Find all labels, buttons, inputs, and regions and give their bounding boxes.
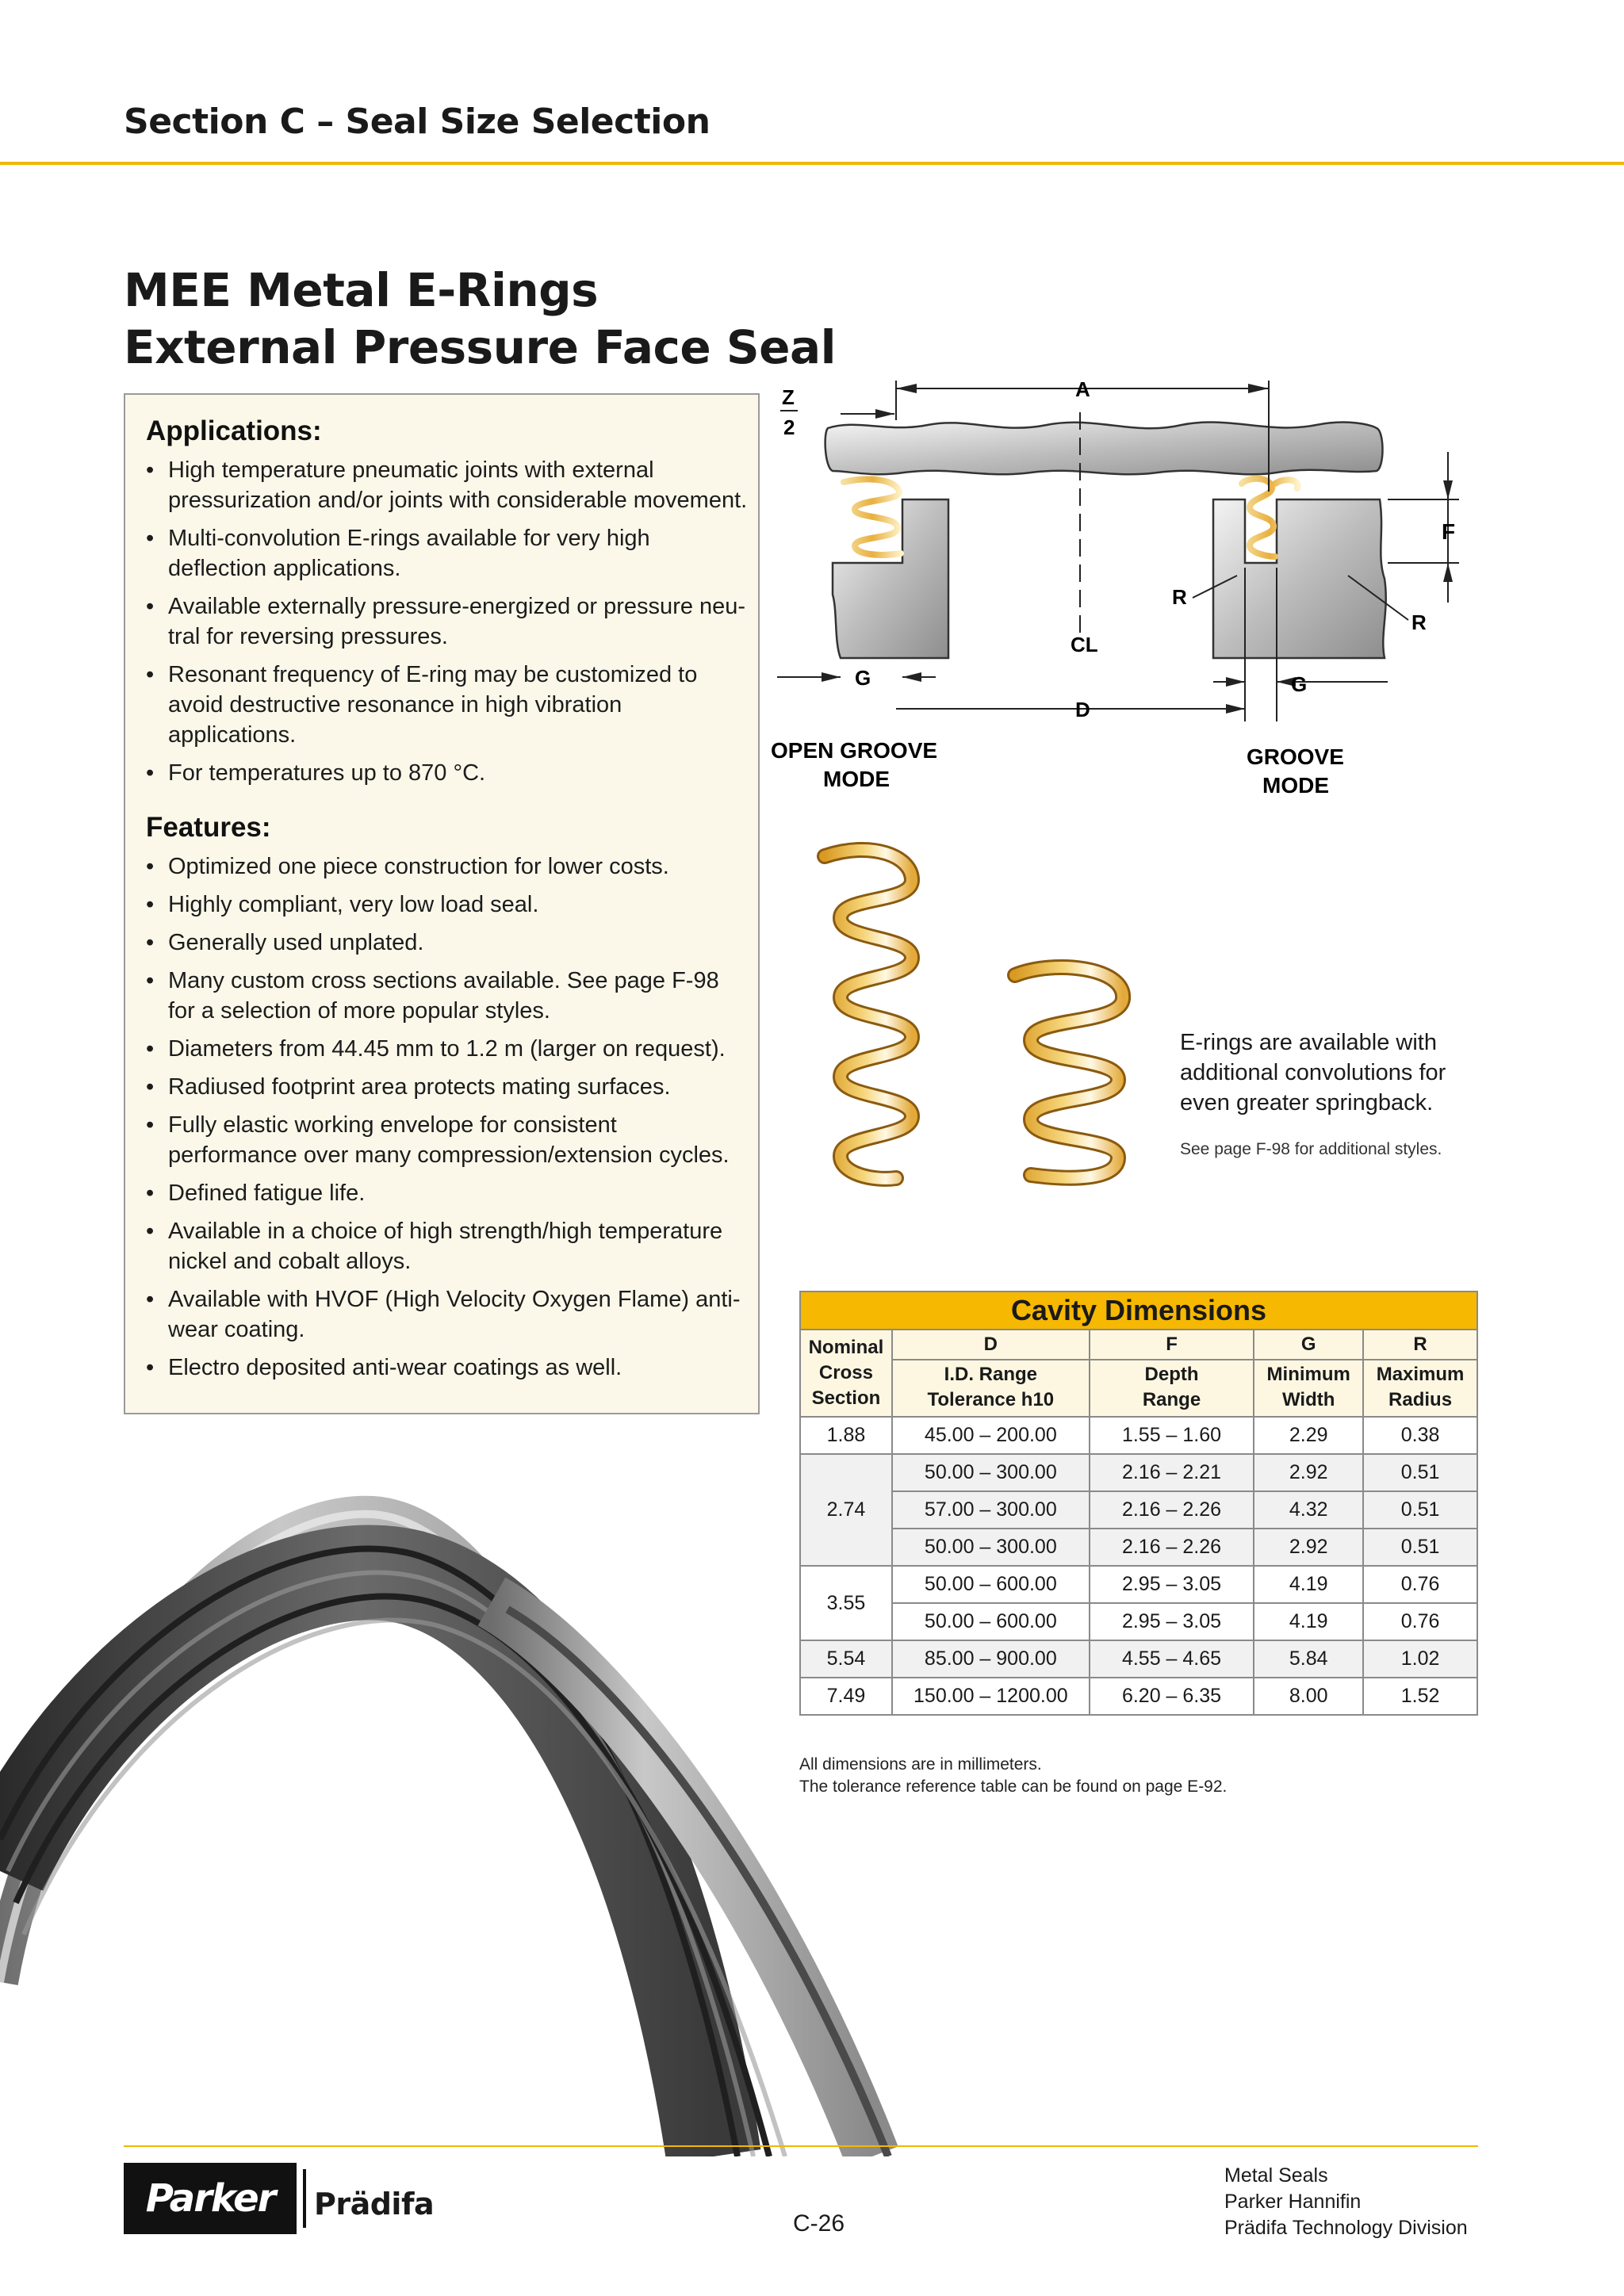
page-number: C-26 — [793, 2210, 845, 2237]
list-item: • Many custom cross sections available. See page F-98 for a selection of more popular styles. — [146, 966, 749, 1026]
applications-list — [146, 455, 749, 788]
cell-f: 1.55 – 1.60 — [1090, 1417, 1254, 1454]
groove-label-2: MODE — [1262, 773, 1329, 798]
erings-note-reference: See page F-98 for additional styles. — [1180, 1140, 1442, 1158]
table-title: Cavity Dimensions — [800, 1292, 1477, 1330]
cell-g: 4.19 — [1254, 1603, 1363, 1640]
list-item: • Electro deposited anti-wear coatings as well. — [146, 1353, 749, 1383]
list-item: • Resonant frequency of E-ring may be customized to avoid destructive resonance in high vibration applications. — [146, 660, 749, 750]
cell-r: 0.51 — [1363, 1529, 1477, 1566]
col-f: Depth Range — [1090, 1360, 1254, 1417]
list-item: • Defined fatigue life. — [146, 1178, 749, 1208]
features-list — [146, 851, 749, 1383]
list-item: • Available externally pressure-energized or pressure neu- tral for reversing pressures. — [146, 591, 749, 652]
cell-g: 8.00 — [1254, 1678, 1363, 1715]
right-block — [1213, 499, 1386, 658]
cell-r: 0.51 — [1363, 1491, 1477, 1529]
cell-g: 2.29 — [1254, 1417, 1363, 1454]
cell-d: 85.00 – 900.00 — [892, 1640, 1090, 1678]
footer-division — [1224, 2163, 1468, 2241]
cell-r: 1.02 — [1363, 1640, 1477, 1678]
col-symbol-g: G — [1254, 1330, 1363, 1360]
cell-g: 4.32 — [1254, 1491, 1363, 1529]
col-g: Minimum Width — [1254, 1360, 1363, 1417]
erings-note: E-rings are available with additional convolutions for even greater springback. — [1180, 1030, 1446, 1115]
cell-ns: 2.74 — [800, 1454, 892, 1566]
cell-f: 2.16 – 2.21 — [1090, 1454, 1254, 1491]
cell-g: 2.92 — [1254, 1529, 1363, 1566]
cell-d: 50.00 – 600.00 — [892, 1566, 1090, 1603]
label-d: D — [1075, 698, 1090, 721]
col-symbol-r: R — [1363, 1330, 1477, 1360]
cell-ns: 3.55 — [800, 1566, 892, 1640]
footer-line-2: Parker Hannifin — [1224, 2191, 1362, 2213]
parker-logo: Parker — [124, 2163, 297, 2234]
cell-f: 2.16 – 2.26 — [1090, 1491, 1254, 1529]
label-cl: CL — [1071, 633, 1098, 656]
open-groove-label-1: OPEN GROOVE — [771, 738, 938, 763]
cell-ns: 5.54 — [800, 1640, 892, 1678]
applications-heading: Applications: — [146, 415, 322, 446]
cell-ns: 7.49 — [800, 1678, 892, 1715]
col-symbol-f: F — [1090, 1330, 1254, 1360]
cell-d: 50.00 – 300.00 — [892, 1529, 1090, 1566]
label-r-left: R — [1172, 585, 1187, 609]
cell-r: 1.52 — [1363, 1678, 1477, 1715]
page-title-line-2: External Pressure Face Seal — [124, 320, 837, 374]
e-ring-left — [844, 479, 901, 554]
e-ring-photo — [0, 1427, 904, 2156]
section-title: Section C – Seal Size Selection — [124, 101, 710, 142]
cell-f: 2.95 – 3.05 — [1090, 1603, 1254, 1640]
list-item: • For temperatures up to 870 °C. — [146, 758, 749, 788]
label-g-left: G — [855, 666, 871, 690]
list-item: • Multi-convolution E-rings available for very high deflection applications. — [146, 523, 749, 584]
parker-pradifa-logo — [124, 2163, 435, 2234]
list-item: • Generally used unplated. — [146, 928, 749, 958]
list-item: • High temperature pneumatic joints with external pressurization and/or joints with considerable movement. — [146, 455, 749, 515]
cell-f: 6.20 – 6.35 — [1090, 1678, 1254, 1715]
footer-rule — [124, 2145, 1478, 2147]
cell-d: 50.00 – 300.00 — [892, 1454, 1090, 1491]
cell-r: 0.38 — [1363, 1417, 1477, 1454]
cell-r: 0.76 — [1363, 1566, 1477, 1603]
cell-d: 150.00 – 1200.00 — [892, 1678, 1090, 1715]
table-note-line-2: The tolerance reference table can be found on page E-92. — [799, 1777, 1228, 1796]
cell-d: 50.00 – 600.00 — [892, 1603, 1090, 1640]
label-g-right: G — [1291, 672, 1308, 696]
label-a: A — [1075, 377, 1090, 401]
col-nominal: Nominal Cross Section — [800, 1330, 892, 1417]
cell-r: 0.51 — [1363, 1454, 1477, 1491]
list-item: • Fully elastic working envelope for consistent performance over many compression/extension cycles. — [146, 1110, 749, 1170]
applications-features-box — [124, 393, 760, 1414]
label-r-right: R — [1411, 610, 1427, 634]
cell-d: 57.00 – 300.00 — [892, 1491, 1090, 1529]
open-groove-label-2: MODE — [823, 767, 890, 791]
multi-convolution-erings — [793, 832, 1237, 1189]
list-item: • Available with HVOF (High Velocity Oxygen Flame) anti- wear coating. — [146, 1284, 749, 1345]
list-item: • Available in a choice of high strength/high temperature nickel and cobalt alloys. — [146, 1216, 749, 1276]
list-item: • Highly compliant, very low load seal. — [146, 890, 749, 920]
logo-divider — [303, 2169, 306, 2228]
cell-g: 5.84 — [1254, 1640, 1363, 1678]
cell-g: 4.19 — [1254, 1566, 1363, 1603]
label-2: 2 — [783, 415, 795, 439]
col-symbol-d: D — [892, 1330, 1090, 1360]
cell-f: 2.95 – 3.05 — [1090, 1566, 1254, 1603]
pradifa-logo-text: Prädifa — [314, 2187, 435, 2221]
groove-label-1: GROOVE — [1247, 744, 1344, 769]
header-rule — [0, 162, 1624, 165]
col-r: Maximum Radius — [1363, 1360, 1477, 1417]
cell-f: 4.55 – 4.65 — [1090, 1640, 1254, 1678]
page-title-line-1: MEE Metal E-Rings — [124, 263, 599, 317]
list-item: • Diameters from 44.45 mm to 1.2 m (larger on request). — [146, 1034, 749, 1064]
top-plate — [825, 423, 1383, 475]
groove-diagram — [761, 373, 1491, 817]
footer-line-1: Metal Seals — [1224, 2164, 1328, 2187]
label-f: F — [1442, 519, 1456, 544]
cell-f: 2.16 – 2.26 — [1090, 1529, 1254, 1566]
label-z: Z — [782, 385, 795, 409]
cell-d: 45.00 – 200.00 — [892, 1417, 1090, 1454]
list-item: • Radiused footprint area protects mating surfaces. — [146, 1072, 749, 1102]
cell-ns: 1.88 — [800, 1417, 892, 1454]
table-note-line-1: All dimensions are in millimeters. — [799, 1755, 1042, 1774]
features-heading: Features: — [146, 812, 271, 843]
list-item: • Optimized one piece construction for lower costs. — [146, 851, 749, 882]
footer-line-3: Prädifa Technology Division — [1224, 2217, 1468, 2239]
page-title — [124, 262, 836, 376]
cell-g: 2.92 — [1254, 1454, 1363, 1491]
cell-r: 0.76 — [1363, 1603, 1477, 1640]
col-d: I.D. Range Tolerance h10 — [892, 1360, 1090, 1417]
